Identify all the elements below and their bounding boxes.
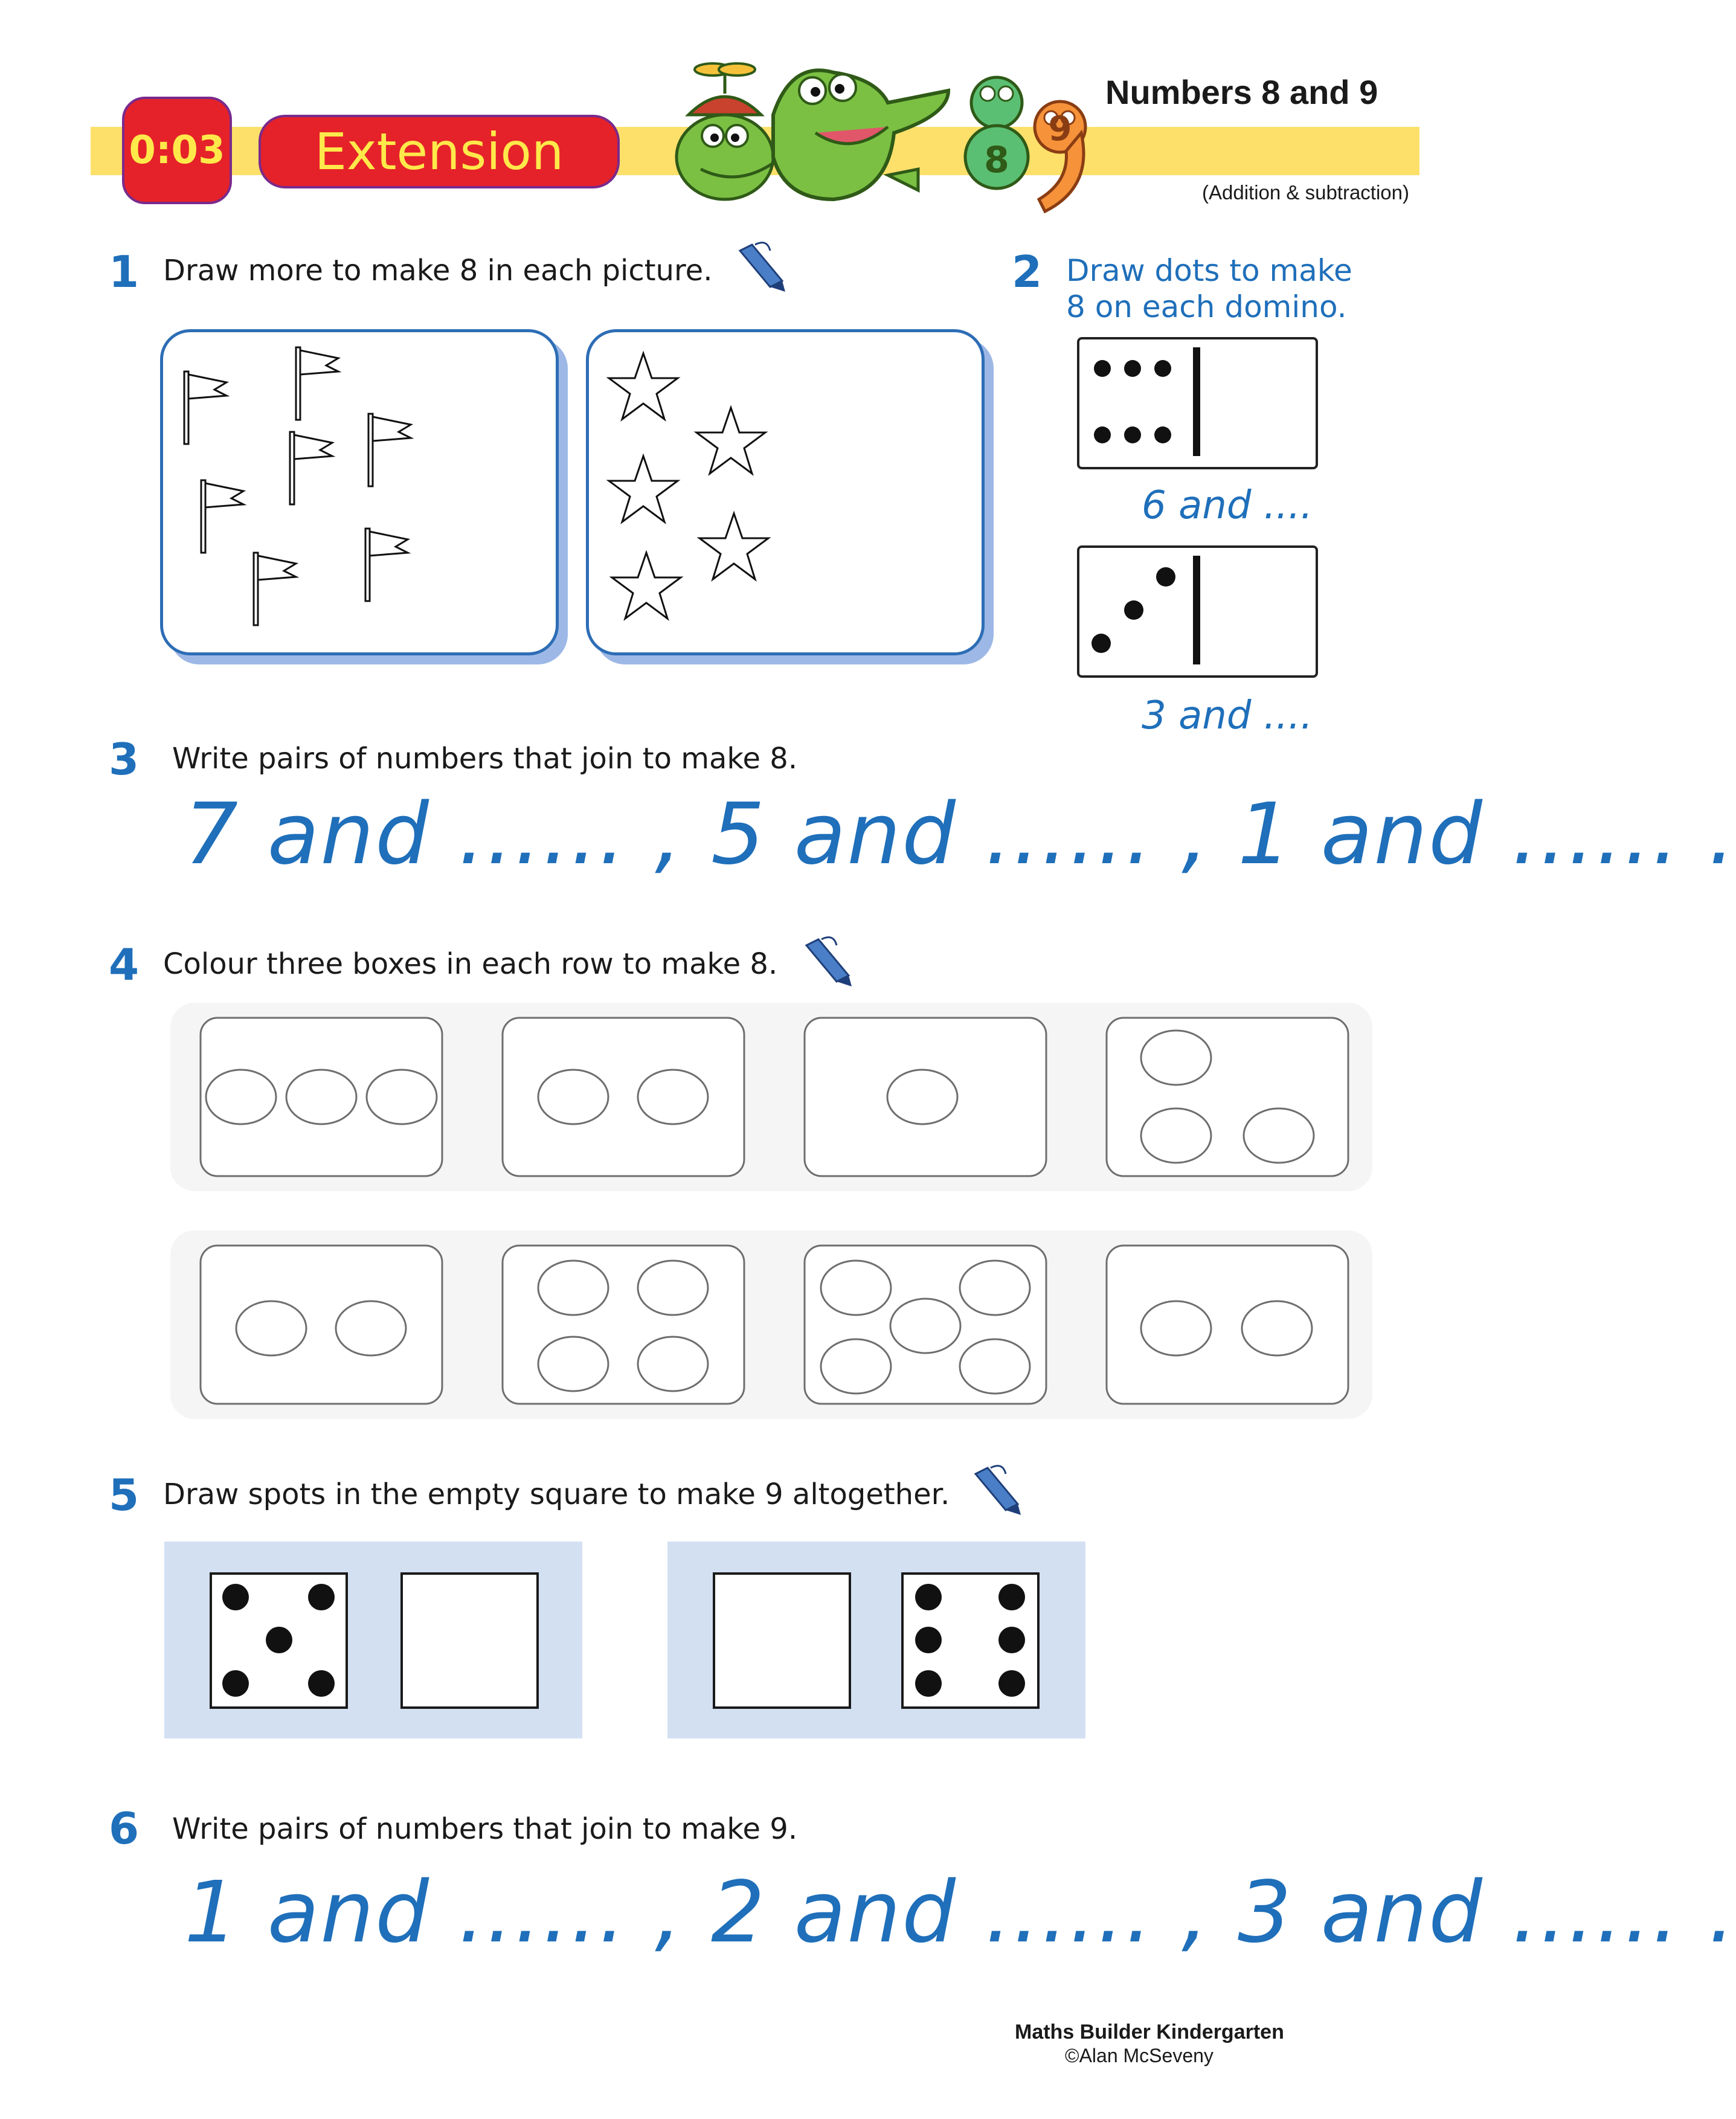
question-3-answer-line[interactable]: 7 and ...... , 5 and ...... , 1 and ...... .: [184, 785, 1736, 884]
footer-book-title: Maths Builder Kindergarten: [1015, 2021, 1284, 2043]
colour-box[interactable]: [1107, 1018, 1348, 1176]
crocodile-mascot-illustration: [634, 48, 1105, 217]
question-2-line-2: 8 on each domino.: [1066, 289, 1347, 324]
pencil-icon: [800, 933, 855, 988]
time-label: 0:03: [129, 128, 225, 173]
mascot-digit-nine: 9: [1048, 109, 1072, 149]
star-shape: [609, 456, 678, 522]
empty-square[interactable]: [714, 1574, 850, 1708]
question-6-number: 6: [109, 1803, 140, 1854]
page-subtitle: (Addition & subtraction): [1202, 181, 1410, 204]
pencil-icon: [734, 239, 788, 293]
question-4-number: 4: [109, 939, 140, 990]
domino-2[interactable]: [1075, 544, 1323, 683]
star-shape: [609, 353, 678, 419]
pencil-icon: [969, 1462, 1024, 1516]
question-2-number: 2: [1012, 246, 1043, 297]
star-shape: [612, 553, 681, 619]
question-3-number: 3: [109, 734, 140, 785]
question-5-text: Draw spots in the empty square to make 9 altogether.: [163, 1478, 950, 1511]
footer-copyright: ©Alan McSeveny: [1065, 2045, 1214, 2066]
domino-1[interactable]: [1075, 335, 1323, 474]
number-eight-character: [965, 77, 1028, 188]
mascot-digit-eight: 8: [984, 139, 1009, 181]
colour-boxes: [170, 1003, 1372, 1420]
question-6-answer-line[interactable]: 1 and ...... , 2 and ...... , 3 and ...... .: [184, 1863, 1736, 1962]
time-badge: [122, 97, 232, 204]
question-2-line-1: Draw dots to make: [1066, 253, 1352, 288]
page-title: Numbers 8 and 9: [1105, 73, 1378, 111]
question-1-text: Draw more to make 8 in each picture.: [163, 254, 713, 288]
crocodile-large: [773, 70, 948, 199]
empty-square[interactable]: [402, 1574, 538, 1708]
question-6-text: Write pairs of numbers that join to make 9.: [172, 1812, 798, 1846]
domino-2-answer: 3 and ....: [1142, 693, 1313, 738]
crocodile-with-cap: [677, 63, 773, 199]
number-nine-character: [1035, 101, 1085, 211]
star-shape: [696, 408, 765, 474]
flags-drawing: [160, 329, 559, 655]
star-shape: [699, 513, 768, 579]
domino-1-answer: 6 and ....: [1142, 483, 1313, 528]
question-4-text: Colour three boxes in each row to make 8.: [163, 947, 778, 981]
stars-drawing: [586, 329, 985, 655]
question-5-number: 5: [109, 1470, 140, 1520]
question-1-number: 1: [109, 246, 140, 297]
extension-badge: [259, 115, 620, 188]
extension-label: Extension: [314, 122, 564, 181]
question-3-text: Write pairs of numbers that join to make 8.: [172, 742, 798, 776]
question-2-text: [1066, 252, 1352, 325]
colour-box[interactable]: [503, 1246, 744, 1404]
dice-drawing: [164, 1542, 1088, 1741]
